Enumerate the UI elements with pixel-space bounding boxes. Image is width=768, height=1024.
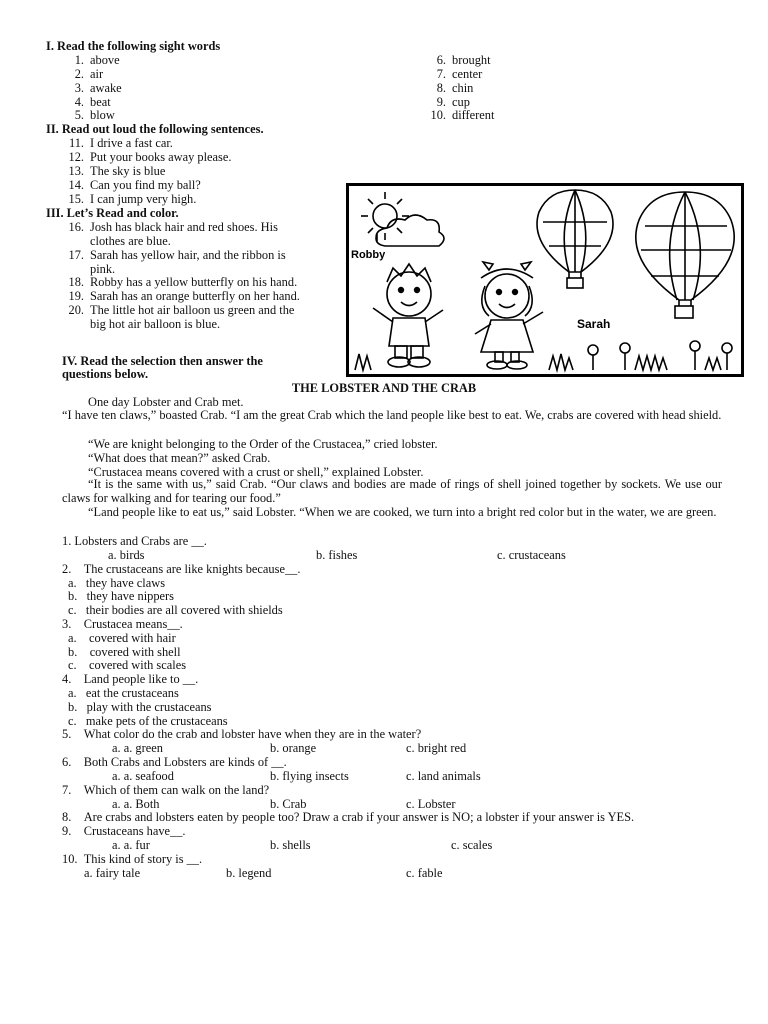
q6-choice-c: c. land animals	[406, 769, 481, 783]
q2-choice-c: c. their bodies are all covered with shields	[68, 603, 283, 617]
q9-choice-a: a. a. fur	[112, 838, 150, 852]
story-paragraph: “Land people like to eat us,” said Lobster. “When we are cooked, we turn into a bright red color but in the water, we are green.	[88, 505, 717, 519]
sight-word: 6. brought	[436, 53, 491, 67]
q10-choice-c: c. fable	[406, 866, 443, 880]
q10-choice-a: a. fairy tale	[84, 866, 141, 880]
robby-label: Robby	[351, 249, 386, 261]
q4-choice-b: b. play with the crustaceans	[68, 700, 212, 714]
color-item-cont: big hot air balloon is blue.	[90, 317, 221, 331]
q2-choice-a: a. they have claws	[68, 576, 166, 590]
sight-word: 7. center	[436, 67, 483, 81]
coloring-picture	[346, 183, 744, 377]
section4-heading: IV. Read the selection then answer the	[62, 354, 263, 368]
sight-word: 4. beat	[74, 95, 111, 109]
q1-choice-a: a. birds	[108, 548, 145, 562]
question-8: 8. Are crabs and lobsters eaten by people too? Draw a crab if your answer is NO; a lobster if your answer is YES.	[62, 810, 635, 824]
story-paragraph: “What does that mean?” asked Crab.	[88, 451, 271, 465]
section1-heading: I. Read the following sight words	[46, 39, 221, 53]
q1-choice-c: c. crustaceans	[497, 548, 566, 562]
section3-heading: III. Let’s Read and color.	[46, 206, 179, 220]
q4-choice-a: a. eat the crustaceans	[68, 686, 179, 700]
question-10: 10. This kind of story is __.	[62, 852, 203, 866]
story-paragraph: “We are knight belonging to the Order of the Crustacea,” cried lobster.	[88, 437, 438, 451]
question-9: 9. Crustaceans have__.	[62, 824, 186, 838]
section4-heading-cont: questions below.	[62, 367, 149, 381]
q3-choice-b: b. covered with shell	[68, 645, 181, 659]
q5-choice-c: c. bright red	[406, 741, 467, 755]
q4-choice-c: c. make pets of the crustaceans	[68, 714, 228, 728]
section2-heading: II. Read out loud the following sentences.	[46, 122, 264, 136]
sight-word: 3. awake	[74, 81, 122, 95]
question-7: 7. Which of them can walk on the land?	[62, 783, 270, 797]
question-3: 3. Crustacea means__.	[62, 617, 183, 631]
q6-choice-a: a. a. seafood	[112, 769, 174, 783]
q10-choice-b: b. legend	[226, 866, 272, 880]
q7-choice-c: c. Lobster	[406, 797, 456, 811]
q6-choice-b: b. flying insects	[270, 769, 349, 783]
sight-word: 2. air	[74, 67, 104, 81]
q2-choice-b: b. they have nippers	[68, 589, 174, 603]
story-paragraph: “It is the same with us,” said Crab. “Our claws and bodies are made of rings of shell joined together by sockets. We use our claws for walking and for tearing our food.”	[62, 477, 722, 505]
color-item-cont: clothes are blue.	[90, 234, 171, 248]
sight-word: 9. cup	[436, 95, 470, 109]
small-balloon-icon	[537, 190, 613, 288]
sentence-item: 14. Can you find my ball?	[68, 178, 201, 192]
q5-choice-a: a. a. green	[112, 741, 163, 755]
question-2: 2. The crustaceans are like knights because__.	[62, 562, 301, 576]
sentence-item: 15. I can jump very high.	[68, 192, 197, 206]
story-title: THE LOBSTER AND THE CRAB	[291, 381, 477, 395]
cloud-icon	[376, 215, 444, 246]
q3-choice-a: a. covered with hair	[68, 631, 176, 645]
question-5: 5. What color do the crab and lobster have when they are in the water?	[62, 727, 422, 741]
sarah-label: Sarah	[577, 317, 611, 331]
sight-word: 10. different	[430, 108, 495, 122]
color-item: 16. Josh has black hair and red shoes. His	[68, 220, 278, 234]
story-paragraph: “I have ten claws,” boasted Crab. “I am the great Crab which the land people like best to eat. We, crabs are covered with head shield.	[62, 408, 722, 422]
sentence-item: 11. I drive a fast car.	[68, 136, 173, 150]
question-1: 1. Lobsters and Crabs are __.	[62, 534, 207, 548]
boy-robby-icon	[373, 264, 443, 367]
story-paragraph: “Crustacea means covered with a crust or shell,” explained Lobster.	[88, 465, 424, 479]
girl-sarah-icon	[475, 262, 543, 369]
sentence-item: 13. The sky is blue	[68, 164, 166, 178]
sentence-item: 12. Put your books away please.	[68, 150, 232, 164]
story-paragraph: One day Lobster and Crab met.	[88, 395, 244, 409]
sight-word: 8. chin	[436, 81, 474, 95]
sight-word: 1. above	[74, 53, 120, 67]
sight-word: 5. blow	[74, 108, 115, 122]
q5-choice-b: b. orange	[270, 741, 317, 755]
q9-choice-c: c. scales	[451, 838, 493, 852]
color-item-cont: pink.	[90, 262, 116, 276]
q3-choice-c: c. covered with scales	[68, 658, 187, 672]
color-item: 20. The little hot air balloon us green and the	[68, 303, 295, 317]
q9-choice-b: b. shells	[270, 838, 311, 852]
sun-icon	[361, 192, 409, 240]
question-4: 4. Land people like to __.	[62, 672, 199, 686]
color-item: 19. Sarah has an orange butterfly on her hand.	[68, 289, 300, 303]
coloring-illustration	[349, 186, 741, 374]
color-item: 18. Robby has a yellow butterfly on his hand.	[68, 275, 298, 289]
q7-choice-b: b. Crab	[270, 797, 307, 811]
color-item: 17. Sarah has yellow hair, and the ribbon is	[68, 248, 286, 262]
big-balloon-icon	[636, 192, 734, 318]
q1-choice-b: b. fishes	[316, 548, 358, 562]
question-6: 6. Both Crabs and Lobsters are kinds of __.	[62, 755, 287, 769]
q7-choice-a: a. a. Both	[112, 797, 160, 811]
